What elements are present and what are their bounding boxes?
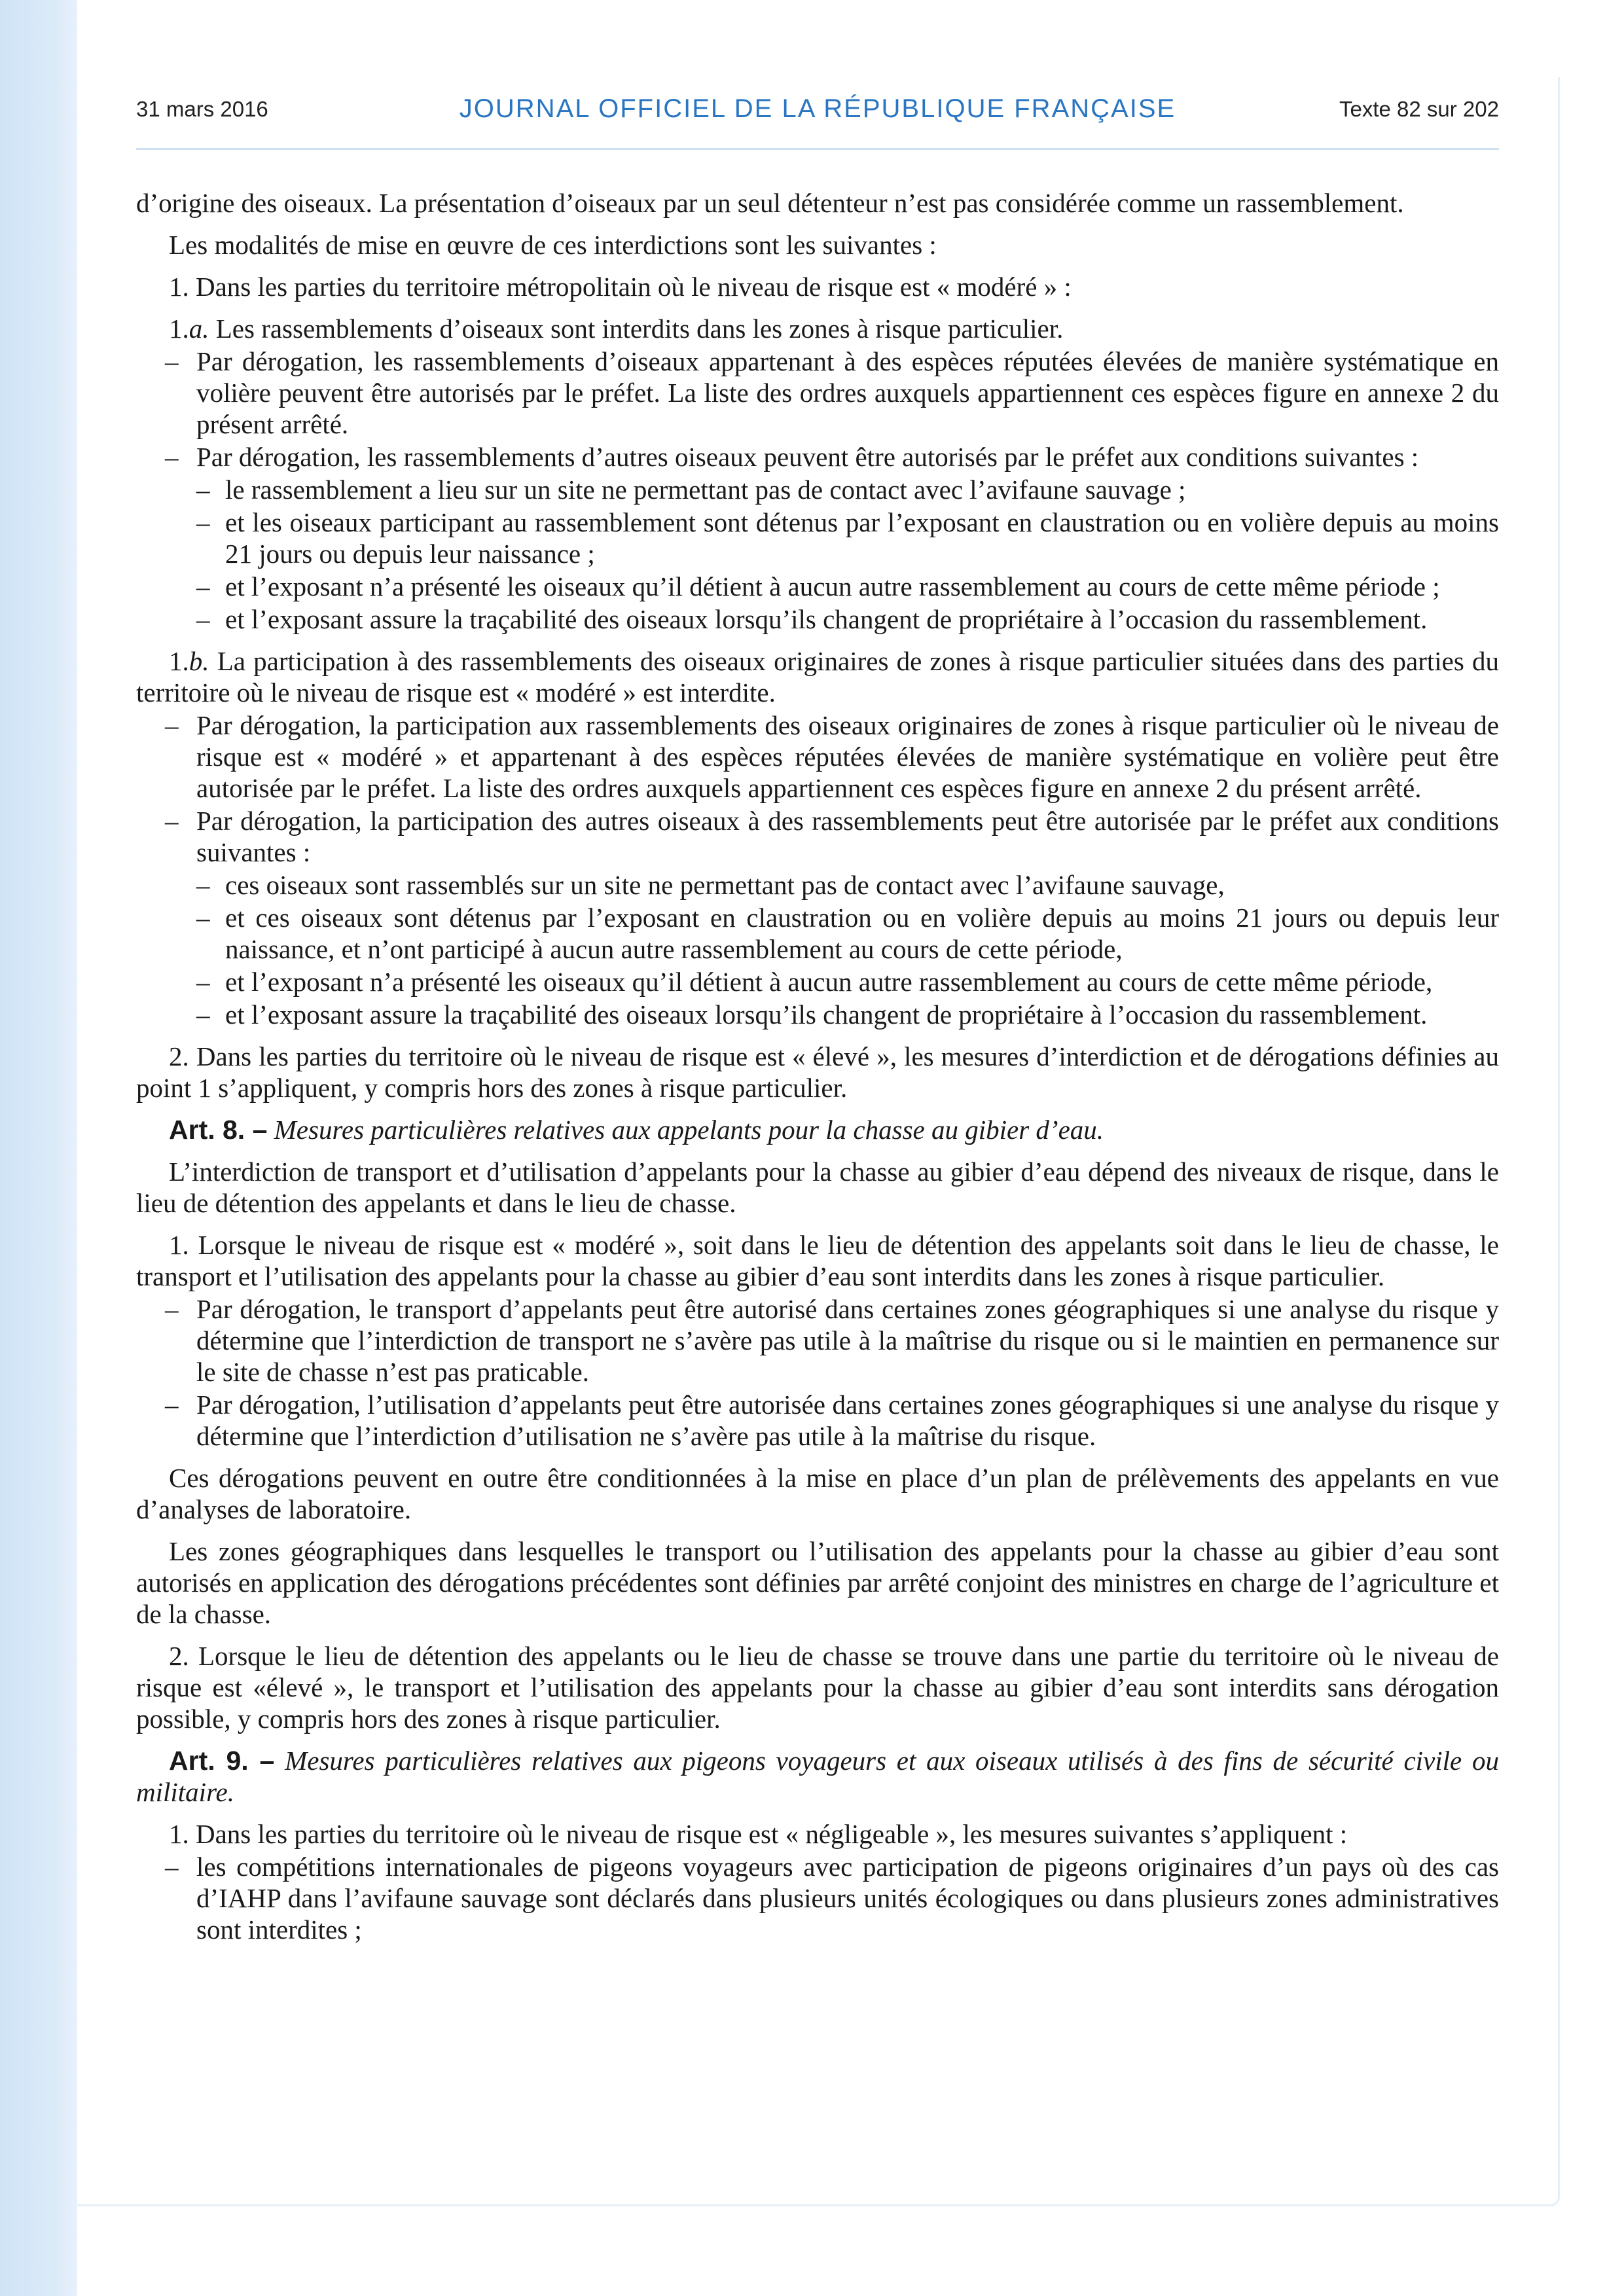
list-item-text: Par dérogation, la participation aux rassemblements des oiseaux originaires de zones à risque particulier où le niveau de risque est « modéré » et appartenant à des espèces réputées élevées de manière systématique en volière peut être autorisée par le préfet. La liste des ordres auxquels appartiennent ces espèces figure en annexe 2 du présent arrêté. <box>196 710 1499 803</box>
dash-bullet: – <box>196 870 210 900</box>
list-item-text: et l’exposant n’a présenté les oiseaux qu’il détient à aucun autre rassemblement au cours de cette même période, <box>225 967 1433 997</box>
list-item <box>165 805 1499 868</box>
sub-list-item <box>196 474 1499 505</box>
dash-bullet: – <box>196 967 210 997</box>
dash-bullet: – <box>165 1294 179 1324</box>
list-item-text: Par dérogation, la participation des autres oiseaux à des rassemblements peut être autorisée par le préfet aux conditions suivantes : <box>196 806 1499 867</box>
article-9-heading <box>136 1745 1499 1808</box>
list-item-text: et ces oiseaux sont détenus par l’exposant en claustration ou en volière depuis au moins 21 jours ou depuis leur naissance, et n’ont participé à aucun autre rassemblement au cours de cette période, <box>225 903 1499 964</box>
text-reference: Texte 82 sur 202 <box>1339 97 1499 121</box>
sub-list-item <box>196 869 1499 901</box>
dash-bullet: – <box>165 442 179 472</box>
point-letter: a. <box>189 314 209 344</box>
dash-bullet: – <box>196 903 210 933</box>
paragraph-1a <box>136 313 1499 344</box>
header-date: 31 mars 2016 <box>136 97 268 121</box>
dash-bullet: – <box>165 1852 179 1882</box>
sub-list-item <box>196 999 1499 1030</box>
point-number: 1. <box>169 646 189 676</box>
paragraph: d’origine des oiseaux. La présentation d’oiseaux par un seul détenteur n’est pas considérée comme un rassemblement. <box>136 188 1404 218</box>
dash-bullet: – <box>196 571 210 601</box>
list-item-text: les compétitions internationales de pigeons voyageurs avec participation de pigeons originaires d’un pays où des cas d’IAHP dans l’avifaune sauvage sont déclarés dans plusieurs unités écologiques ou dans plusieurs zones administratives sont interdites ; <box>196 1852 1499 1945</box>
list-item <box>165 1389 1499 1452</box>
sub-list-item <box>196 571 1499 602</box>
header-rule <box>136 148 1499 150</box>
paragraph: Les modalités de mise en œuvre de ces interdictions sont les suivantes : <box>169 230 937 260</box>
list-item-text: et l’exposant assure la traçabilité des oiseaux lorsqu’ils changent de propriétaire à l’occasion du rassemblement. <box>225 604 1428 634</box>
point-text: La participation à des rassemblements des oiseaux originaires de zones à risque particulier situées dans des parties du territoire où le niveau de risque est « modéré » est interdite. <box>136 646 1499 708</box>
list-item <box>165 709 1499 804</box>
dash-bullet: – <box>165 1390 179 1420</box>
dash-bullet: – <box>196 507 210 537</box>
paragraph: 2. Dans les parties du territoire où le niveau de risque est « élevé », les mesures d’interdiction et de dérogations définies au point 1 s’appliquent, y compris hors des zones à risque particulier. <box>136 1041 1499 1103</box>
list-item-text: Par dérogation, les rassemblements d’oiseaux appartenant à des espèces réputées élevées de manière systématique en volière peuvent être autorisés par le préfet. La liste des ordres auxquels appartiennent ces espèces figure en annexe 2 du présent arrêté. <box>196 346 1499 439</box>
dash-bullet: – <box>165 346 179 376</box>
sub-list-item <box>196 603 1499 635</box>
paragraph-1b <box>136 645 1499 708</box>
list-item-text: et les oiseaux participant au rassemblement sont détenus par l’exposant en claustration ou en volière depuis au moins 21 jours ou depuis leur naissance ; <box>225 507 1499 569</box>
article-title: Mesures particulières relatives aux pigeons voyageurs et aux oiseaux utilisés à des fins de sécurité civile ou militaire. <box>136 1746 1499 1807</box>
article-title: Mesures particulières relatives aux appelants pour la chasse au gibier d’eau. <box>274 1115 1104 1145</box>
list-item-text: le rassemblement a lieu sur un site ne permettant pas de contact avec l’avifaune sauvage ; <box>225 475 1186 505</box>
sub-list-item <box>196 966 1499 997</box>
list-item-text: ces oiseaux sont rassemblés sur un site ne permettant pas de contact avec l’avifaune sauvage, <box>225 870 1225 900</box>
point-text: Les rassemblements d’oiseaux sont interdits dans les zones à risque particulier. <box>209 314 1064 344</box>
dash-bullet: – <box>196 999 210 1030</box>
paragraph: 2. Lorsque le lieu de détention des appelants ou le lieu de chasse se trouve dans une partie du territoire où le niveau de risque est «élevé », le transport et l’utilisation des appelants pour la chasse au gibier d’eau sont interdits sans dérogation possible, y compris hors des zones à risque particulier. <box>136 1641 1499 1734</box>
paragraph: Les zones géographiques dans lesquelles le transport ou l’utilisation des appelants pour la chasse au gibier d’eau sont autorisés en application des dérogations précédentes sont définies par arrêté conjoint des ministres en charge de l’agriculture et de la chasse. <box>136 1536 1499 1629</box>
paragraph: 1. Lorsque le niveau de risque est « modéré », soit dans le lieu de détention des appelants soit dans le lieu de chasse, le transport et l’utilisation des appelants pour la chasse au gibier d’eau sont interdits dans les zones à risque particulier. <box>136 1230 1499 1291</box>
list-item <box>165 441 1499 473</box>
sub-list-item <box>196 507 1499 569</box>
journal-title: JOURNAL OFFICIEL DE LA RÉPUBLIQUE FRANÇAISE <box>459 94 1176 123</box>
document-body <box>136 187 1499 1946</box>
list-item-text: et l’exposant n’a présenté les oiseaux qu’il détient à aucun autre rassemblement au cours de cette même période ; <box>225 571 1440 601</box>
list-item-text: Par dérogation, les rassemblements d’autres oiseaux peuvent être autorisés par le préfet aux conditions suivantes : <box>196 442 1419 472</box>
article-8-heading <box>136 1114 1499 1145</box>
paragraph: 1. Dans les parties du territoire où le niveau de risque est « négligeable », les mesures suivantes s’appliquent : <box>169 1819 1348 1849</box>
dash-bullet: – <box>196 604 210 634</box>
point-letter: b. <box>189 646 209 676</box>
dash-bullet: – <box>196 475 210 505</box>
point-number: 1. <box>169 314 189 344</box>
list-item <box>165 346 1499 440</box>
paragraph: Ces dérogations peuvent en outre être conditionnées à la mise en place d’un plan de prélèvements des appelants en vue d’analyses de laboratoire. <box>136 1463 1499 1524</box>
dash-bullet: – <box>165 710 179 740</box>
sub-list-item <box>196 902 1499 965</box>
list-item-text: et l’exposant assure la traçabilité des oiseaux lorsqu’ils changent de propriétaire à l’occasion du rassemblement. <box>225 999 1428 1030</box>
paragraph: 1. Dans les parties du territoire métropolitain où le niveau de risque est « modéré » : <box>169 272 1072 302</box>
page-header <box>136 92 1499 144</box>
article-number: Art. 8. – <box>169 1115 268 1145</box>
list-item <box>165 1851 1499 1945</box>
list-item-text: Par dérogation, l’utilisation d’appelants peut être autorisée dans certaines zones géographiques si une analyse du risque y détermine que l’interdiction d’utilisation ne s’avère pas utile à la maîtrise du risque. <box>196 1390 1499 1451</box>
list-item-text: Par dérogation, le transport d’appelants peut être autorisé dans certaines zones géographiques si une analyse du risque y détermine que l’interdiction de transport ne s’avère pas utile à la maîtrise du risque ou si le maintien en permanence sur le site de chasse n’est pas praticable. <box>196 1294 1499 1387</box>
list-item <box>165 1293 1499 1388</box>
paragraph: L’interdiction de transport et d’utilisation d’appelants pour la chasse au gibier d’eau dépend des niveaux de risque, dans le lieu de détention des appelants et dans le lieu de chasse. <box>136 1157 1499 1218</box>
dash-bullet: – <box>165 806 179 836</box>
side-band <box>0 0 77 2296</box>
article-number: Art. 9. – <box>169 1746 275 1776</box>
